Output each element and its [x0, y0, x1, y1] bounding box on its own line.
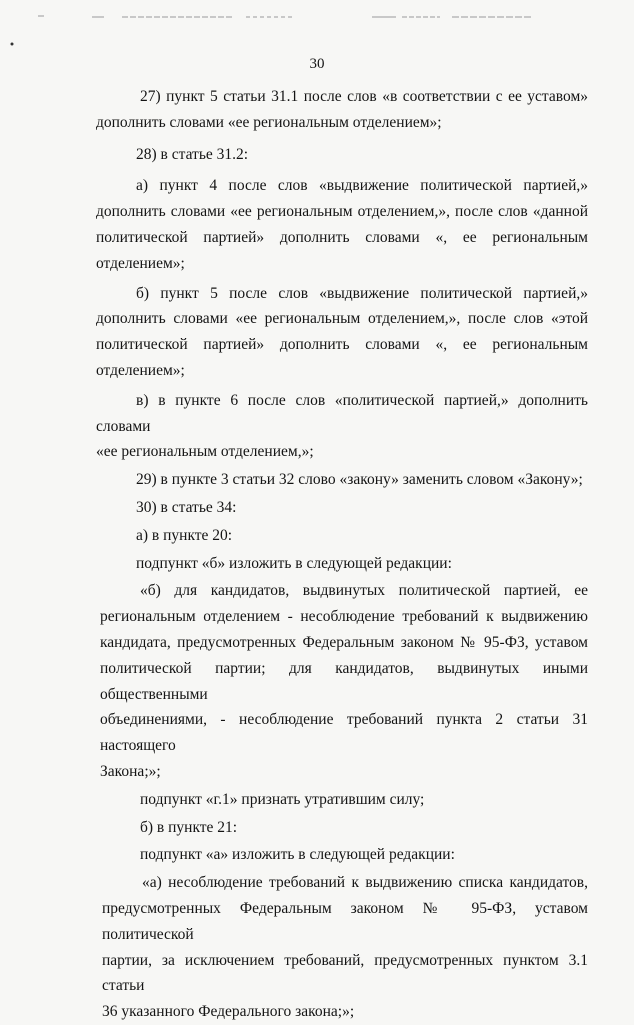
text-line: «ее региональным отделением,»; — [96, 443, 314, 461]
text-line: отделением»; — [96, 254, 185, 272]
text-line: отделением»; — [96, 361, 185, 379]
text-line: подпункт «б» изложить в следующей редакции: — [136, 554, 452, 572]
text-line: политической партии; для кандидатов, выдвинутых иными общественными — [100, 659, 588, 703]
text-line: б) в пункте 21: — [140, 818, 238, 836]
text-line: 30) в статье 34: — [136, 498, 237, 516]
text-line: а) в пункте 20: — [136, 526, 233, 544]
scan-artifacts — [0, 10, 634, 50]
text-line: 36 указанного Федерального закона;»; — [102, 1003, 355, 1021]
paragraph-27 — [96, 84, 588, 136]
paragraph-28-a — [96, 173, 588, 276]
paragraph-28-v — [96, 388, 588, 465]
text-line: партии, за исключением требований, предусмотренных пунктом 3.1 статьи — [102, 951, 588, 995]
text-line: предусмотренных Федеральным законом № 95-ФЗ, уставом политической — [102, 899, 588, 943]
paragraph-subpoint-g1 — [100, 787, 588, 813]
text-line: объединениями, - несоблюдение требований пункта 2 статьи 31 настоящего — [100, 711, 588, 755]
paragraph-30 — [96, 495, 588, 521]
text-line: подпункт «г.1» признать утратившим силу; — [140, 790, 425, 808]
text-line: в) в пункте 6 после слов «политической партией,» дополнить словами — [96, 391, 588, 435]
paragraph-30-b — [100, 815, 588, 841]
text-line: дополнить словами «ее региональным отделением,», после слов «данной — [96, 203, 588, 221]
text-line: дополнить словами «ее региональным отделением,», после слов «этой — [96, 310, 588, 328]
text-line: «а) несоблюдение требований к выдвижению списка кандидатов, — [142, 874, 588, 892]
page-number: 30 — [309, 56, 325, 72]
paragraph-30-a — [96, 523, 588, 549]
text-line: Закона;»; — [100, 762, 161, 780]
text-line: б) пункт 5 после слов «выдвижение политической партией,» — [136, 284, 588, 302]
text-line: дополнить словами «ее региональным отделением»; — [96, 113, 442, 131]
paragraph-subpoint-b — [96, 551, 588, 577]
paragraph-28-b — [96, 281, 588, 384]
paragraph-29 — [96, 467, 588, 493]
text-line: «б) для кандидатов, выдвинутых политической партией, ее — [140, 582, 588, 600]
paragraph-quote-b — [100, 578, 588, 784]
paragraph-28 — [96, 142, 588, 168]
text-line: а) пункт 4 после слов «выдвижение политической партией,» — [136, 177, 588, 195]
text-line: подпункт «а» изложить в следующей редакции: — [140, 846, 455, 864]
paragraph-subpoint-a — [100, 842, 588, 868]
document-body — [96, 84, 588, 1025]
text-line: политической партией» дополнить словами «, ее региональным — [96, 228, 588, 246]
text-line: кандидата, предусмотренных Федеральным законом № 95-ФЗ, уставом — [100, 633, 588, 651]
text-line: 28) в статье 31.2: — [136, 145, 249, 163]
paragraph-quote-a — [102, 870, 588, 1025]
text-line: 29) в пункте 3 статьи 32 слово «закону» заменить словом «Закону»; — [136, 471, 583, 489]
text-line: 27) пункт 5 статьи 31.1 после слов «в соответствии с ее уставом» — [140, 88, 588, 105]
text-line: политической партией» дополнить словами «, ее региональным — [96, 336, 588, 354]
text-line: региональным отделением - несоблюдение требований к выдвижению — [100, 608, 588, 626]
